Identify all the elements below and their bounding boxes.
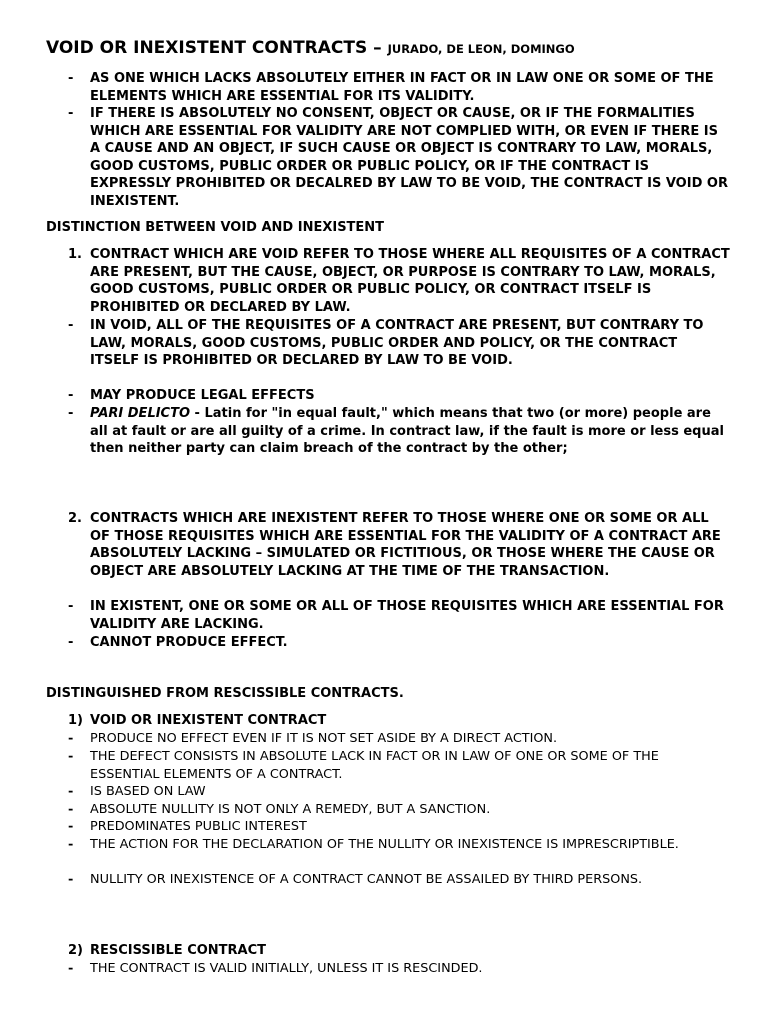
list-text: THE CONTRACT IS VALID INITIALLY, UNLESS IT IS RESCINDED. (90, 961, 483, 976)
list-text: ABSOLUTE NULLITY IS NOT ONLY A REMEDY, BUT A SANCTION. (90, 802, 491, 817)
bullet-marker: - (68, 802, 74, 817)
bullet-marker: - (68, 406, 74, 421)
bullet-marker: - (68, 71, 74, 86)
bullet-marker: - (68, 106, 74, 121)
list-text: MAY PRODUCE LEGAL EFFECTS (90, 388, 315, 403)
document-title (46, 38, 575, 58)
intro-text: IF THERE IS ABSOLUTELY NO CONSENT, OBJECT OR CAUSE, OR IF THE FORMALITIES WHICH ARE ESSENTIAL FOR VALIDITY ARE NOT COMPLIED WITH, OR EVEN IF THERE IS A CAUSE AND AN OBJECT, IF SUCH CAUSE OR OBJECT IS CONTRARY TO LAW, MORALS, GOOD CUSTOMS, PUBLIC ORDER OR PUBLIC POLICY, OR IF THE CONTRACT IS EXPRESSLY PROHIBITED OR DECALRED BY LAW TO BE VOID, THE CONTRACT IS VOID OR INEXISTENT. (90, 106, 728, 209)
title-authors: JURADO, DE LEON, DOMINGO (387, 42, 575, 56)
list-text (90, 405, 730, 458)
bullet-marker: - (68, 837, 74, 852)
list-text: CONTRACT WHICH ARE VOID REFER TO THOSE WHERE ALL REQUISITES OF A CONTRACT ARE PRESENT, BUT THE CAUSE, OBJECT, OR PURPOSE IS CONTRARY TO LAW, MORALS, GOOD CUSTOMS, PUBLIC ORDER OR PUBLIC POLICY, OR CONTRACT ITSELF IS PROHIBITED OR DECLARED BY LAW. (90, 247, 730, 315)
bullet-marker: - (68, 872, 74, 887)
bullet-marker: - (68, 318, 74, 333)
bullet-marker: - (68, 749, 74, 764)
bullet-marker: - (68, 784, 74, 799)
list-text: IN VOID, ALL OF THE REQUISITES OF A CONTRACT ARE PRESENT, BUT CONTRARY TO LAW, MORALS, GOOD CUSTOMS, PUBLIC ORDER AND POLICY, OR THE CONTRACT ITSELF IS PROHIBITED OR DECLARED BY LAW TO BE VOID. (90, 318, 704, 369)
bullet-marker: - (68, 388, 74, 403)
subheading-text: RESCISSIBLE CONTRACT (90, 943, 267, 958)
bullet-marker: - (68, 961, 74, 976)
list-text: THE DEFECT CONSISTS IN ABSOLUTE LACK IN FACT OR IN LAW OF ONE OR SOME OF THE ESSENTIAL ELEMENTS OF A CONTRACT. (90, 749, 659, 782)
list-text: IS BASED ON LAW (90, 784, 206, 799)
list-text: CONTRACTS WHICH ARE INEXISTENT REFER TO THOSE WHERE ONE OR SOME OR ALL OF THOSE REQUISITES WHICH ARE ESSENTIAL FOR THE VALIDITY OF A CONTRACT ARE ABSOLUTELY LACKING – SIMULATED OR FICTITIOUS, OR THOSE WHERE THE CAUSE OR OBJECT ARE ABSOLUTELY LACKING AT THE TIME OF THE TRANSACTION. (90, 511, 721, 579)
title-main: VOID OR INEXISTENT CONTRACTS – (46, 38, 382, 58)
list-text: PRODUCE NO EFFECT EVEN IF IT IS NOT SET ASIDE BY A DIRECT ACTION. (90, 731, 558, 746)
list-number: 2) (68, 943, 83, 958)
intro-text: AS ONE WHICH LACKS ABSOLUTELY EITHER IN FACT OR IN LAW ONE OR SOME OF THE ELEMENTS WHICH ARE ESSENTIAL FOR ITS VALIDITY. (90, 71, 714, 104)
list-text: PREDOMINATES PUBLIC INTEREST (90, 819, 307, 834)
section-heading-distinction: DISTINCTION BETWEEN VOID AND INEXISTENT (46, 220, 385, 235)
bullet-marker: - (68, 819, 74, 834)
list-number: 2. (68, 511, 82, 526)
bullet-marker: - (68, 731, 74, 746)
list-text: IN EXISTENT, ONE OR SOME OR ALL OF THOSE REQUISITES WHICH ARE ESSENTIAL FOR VALIDITY ARE LACKING. (90, 599, 724, 632)
bullet-marker: - (68, 599, 74, 614)
term-pari-delicto: PARI DELICTO (90, 406, 191, 421)
list-number: 1) (68, 713, 83, 728)
list-text: CANNOT PRODUCE EFFECT. (90, 635, 288, 650)
subheading-text: VOID OR INEXISTENT CONTRACT (90, 713, 327, 728)
list-number: 1. (68, 247, 82, 262)
section-heading-rescissible: DISTINGUISHED FROM RESCISSIBLE CONTRACTS. (46, 686, 404, 701)
list-text: THE ACTION FOR THE DECLARATION OF THE NULLITY OR INEXISTENCE IS IMPRESCRIPTIBLE. (90, 837, 679, 852)
bullet-marker: - (68, 635, 74, 650)
list-text: NULLITY OR INEXISTENCE OF A CONTRACT CANNOT BE ASSAILED BY THIRD PERSONS. (90, 872, 643, 887)
pari-delicto-definition: - Latin for "in equal fault," which means that two (or more) people are all at fault or are all guilty of a crime. In contract law, if the fault is more or less equal then neither party can claim breach of the contract by the other; (90, 406, 724, 457)
